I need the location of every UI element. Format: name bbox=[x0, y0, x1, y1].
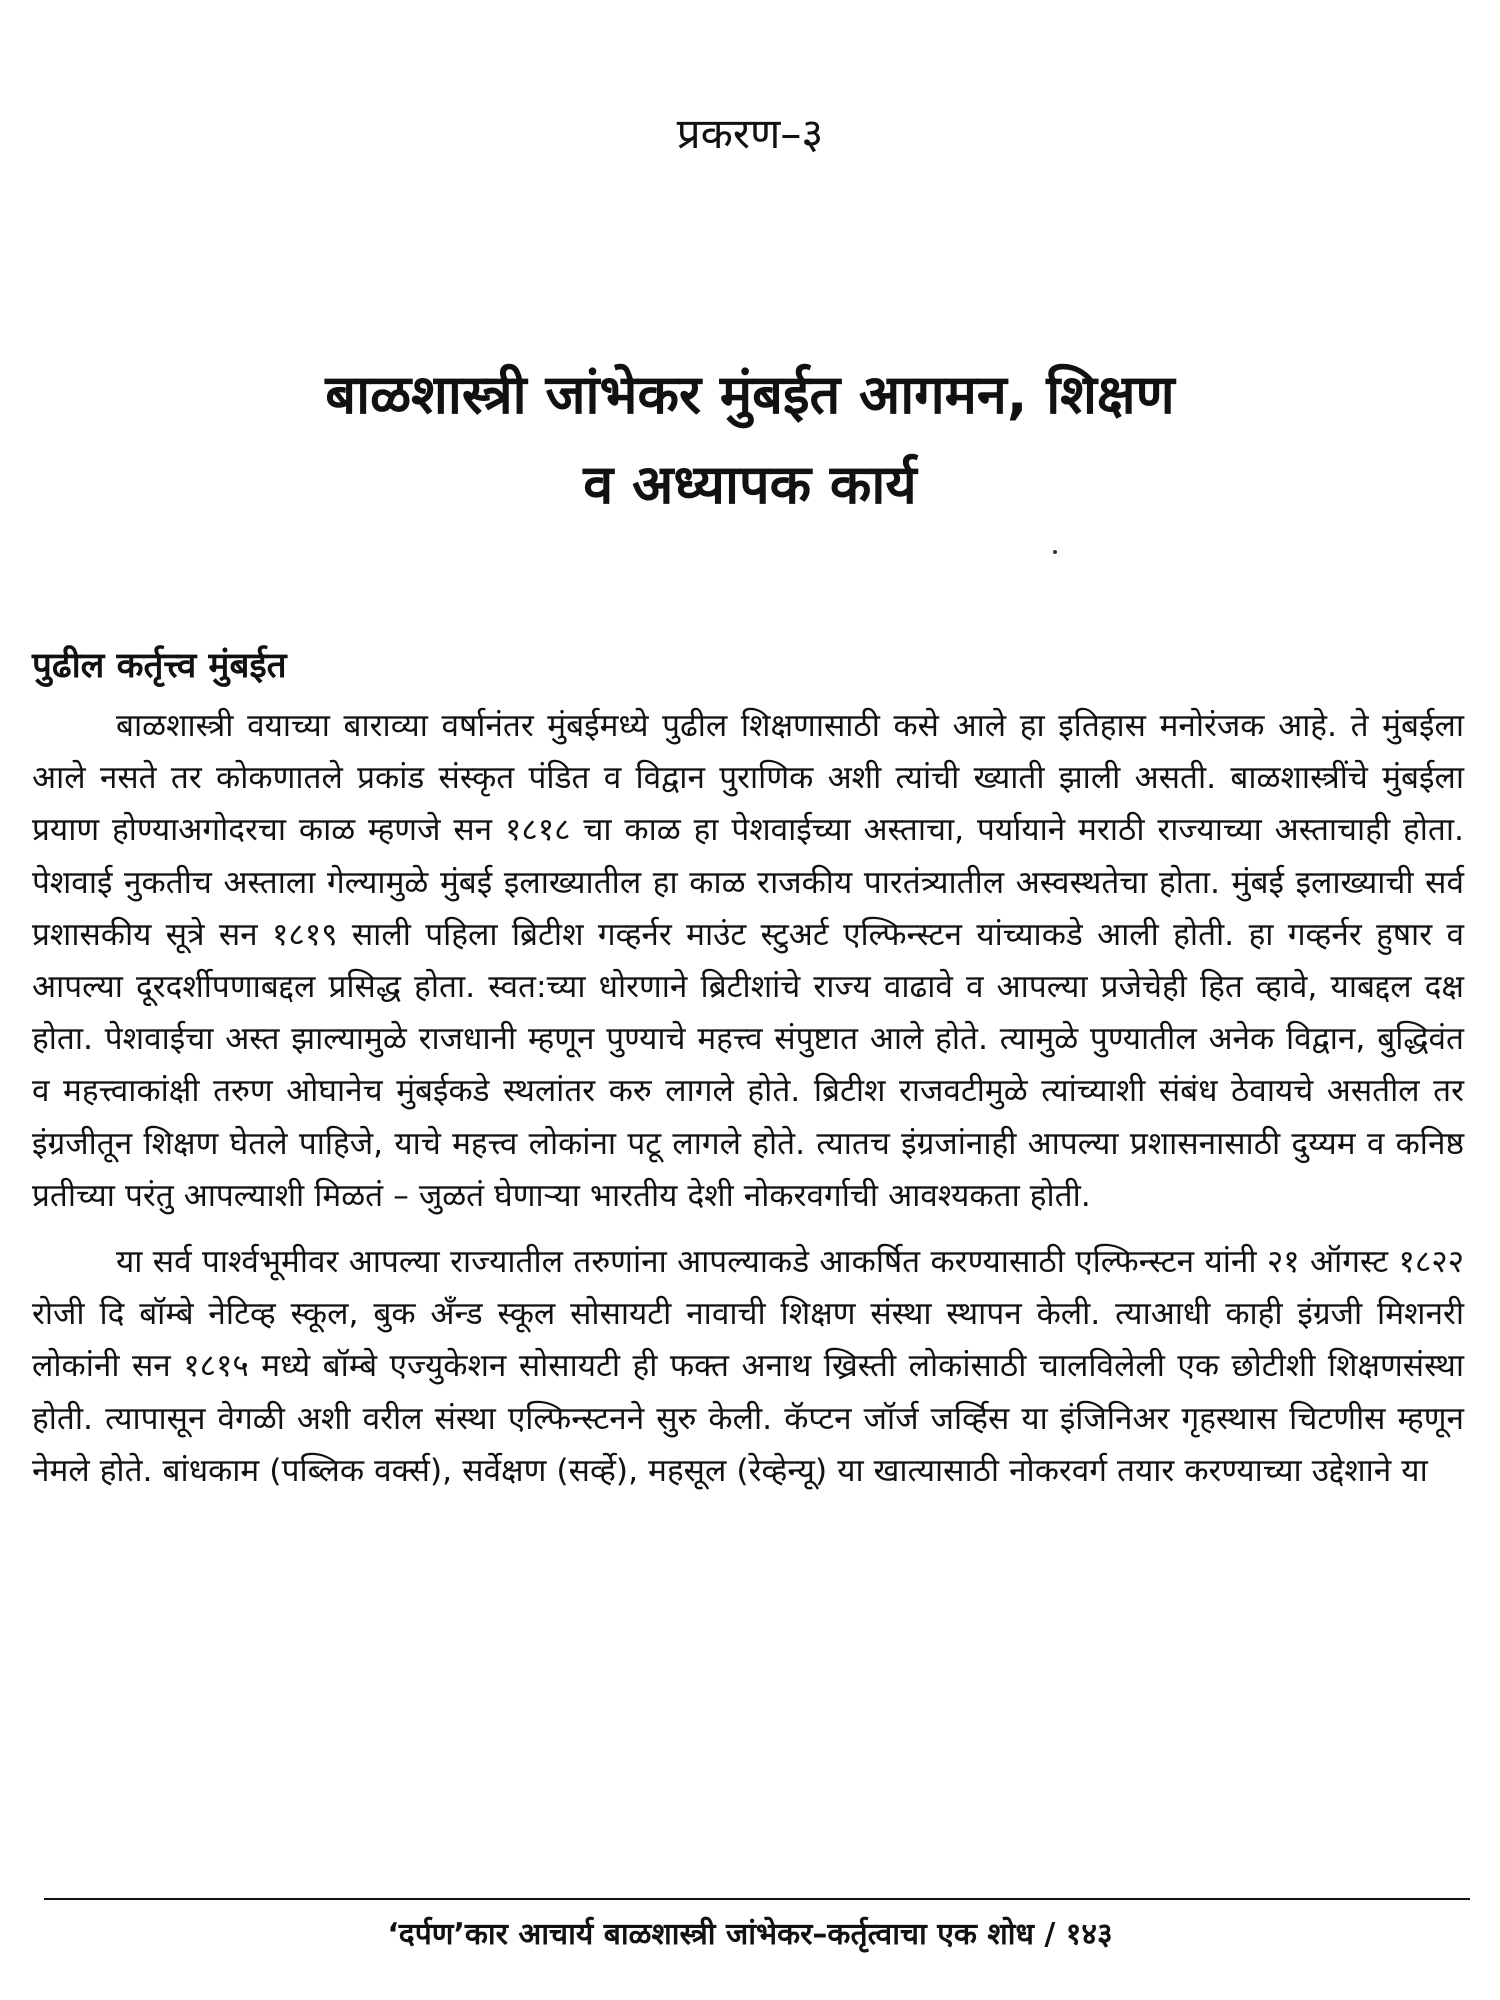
chapter-label: प्रकरण–३ bbox=[676, 109, 824, 158]
section-heading: पुढील कर्तृत्त्व मुंबईत bbox=[32, 646, 287, 686]
chapter-title-line-2: व अध्यापक कार्य bbox=[583, 453, 917, 516]
paragraph-2: या सर्व पार्श्वभूमीवर आपल्या राज्यातील तरुणांना आपल्याकडे आकर्षित करण्यासाठी एल्फिन्स्टन यांनी २१ ऑगस्ट १८२२ रोजी दि बॉम्बे नेटिव्ह स्कूल, बुक अँन्ड स्कूल सोसायटी नावाची शिक्षण संस्था स्थापन केली. त्याआधी काही इंग्रजी मिशनरी लोकांनी सन १८१५ मध्ये बॉम्बे एज्युकेशन सोसायटी ही फक्त अनाथ ख्रिस्ती लोकांसाठी चालविलेली एक छोटीशी शिक्षणसंस्था होती. त्यापासून वेगळी अशी वरील संस्था एल्फिन्स्टनने सुरु केली. कॅप्टन जॉर्ज जर्व्हिस या इंजिनिअर गृहस्थास चिटणीस म्हणून नेमले होते. बांधकाम (पब्लिक वर्क्स), सर्वेक्षण (सर्व्हे), महसूल (रेव्हेन्यू) या खात्यासाठी नोकरवर्ग तयार करण्याच्या उद्देशाने या bbox=[32, 1244, 1464, 1489]
ink-speck bbox=[1053, 550, 1057, 554]
footer-rule bbox=[44, 1898, 1470, 1900]
body-text bbox=[32, 700, 1464, 1497]
chapter-title bbox=[150, 350, 1350, 530]
chapter-title-line-1: बाळशास्त्री जांभेकर मुंबईत आगमन, शिक्षण bbox=[325, 363, 1175, 426]
paragraph-1: बाळशास्त्री वयाच्या बाराव्या वर्षानंतर मुंबईमध्ये पुढील शिक्षणासाठी कसे आले हा इतिहास मनोरंजक आहे. ते मुंबईला आले नसते तर कोकणातले प्रकांड संस्कृत पंडित व विद्वान पुराणिक अशी त्यांची ख्याती झाली असती. बाळशास्त्रींचे मुंबईला प्रयाण होण्याअगोदरचा काळ म्हणजे सन १८१८ चा काळ हा पेशवाईच्या अस्ताचा, पर्यायाने मराठी राज्याच्या अस्ताचाही होता. पेशवाई नुकतीच अस्ताला गेल्यामुळे मुंबई इलाख्यातील हा काळ राजकीय पारतंत्र्यातील अस्वस्थतेचा होता. मुंबई इलाख्याची सर्व प्रशासकीय सूत्रे सन १८१९ साली पहिला ब्रिटीश गव्हर्नर माउंट स्टुअर्ट एल्फिन्स्टन यांच्याकडे आली होती. हा गव्हर्नर हुषार व आपल्या दूरदर्शीपणाबद्दल प्रसिद्ध होता. स्वत:च्या धोरणाने ब्रिटीशांचे राज्य वाढावे व आपल्या प्रजेचेही हित व्हावे, याबद्दल दक्ष होता. पेशवाईचा अस्त झाल्यामुळे राजधानी म्हणून पुण्याचे महत्त्व संपुष्टात आले होते. त्यामुळे पुण्यातील अनेक विद्वान, बुद्धिवंत व महत्त्वाकांक्षी तरुण ओघानेच मुंबईकडे स्थलांतर करु लागले होते. ब्रिटीश राजवटीमुळे त्यांच्याशी संबंध ठेवायचे असतील तर इंग्रजीतून शिक्षण घेतले पाहिजे, याचे महत्त्व लोकांना पटू लागले होते. त्यातच इंग्रजांनाही आपल्या प्रशासनासाठी दुय्यम व कनिष्ठ प्रतीच्या परंतु आपल्याशी मिळतं – जुळतं घेणाऱ्या भारतीय देशी नोकरवर्गाची आवश्यकता होती. bbox=[32, 708, 1464, 1214]
running-footer: ‘दर्पण’कार आचार्य बाळशास्त्री जांभेकर–कर्तृत्वाचा एक शोध / १४३ bbox=[387, 1917, 1113, 1952]
